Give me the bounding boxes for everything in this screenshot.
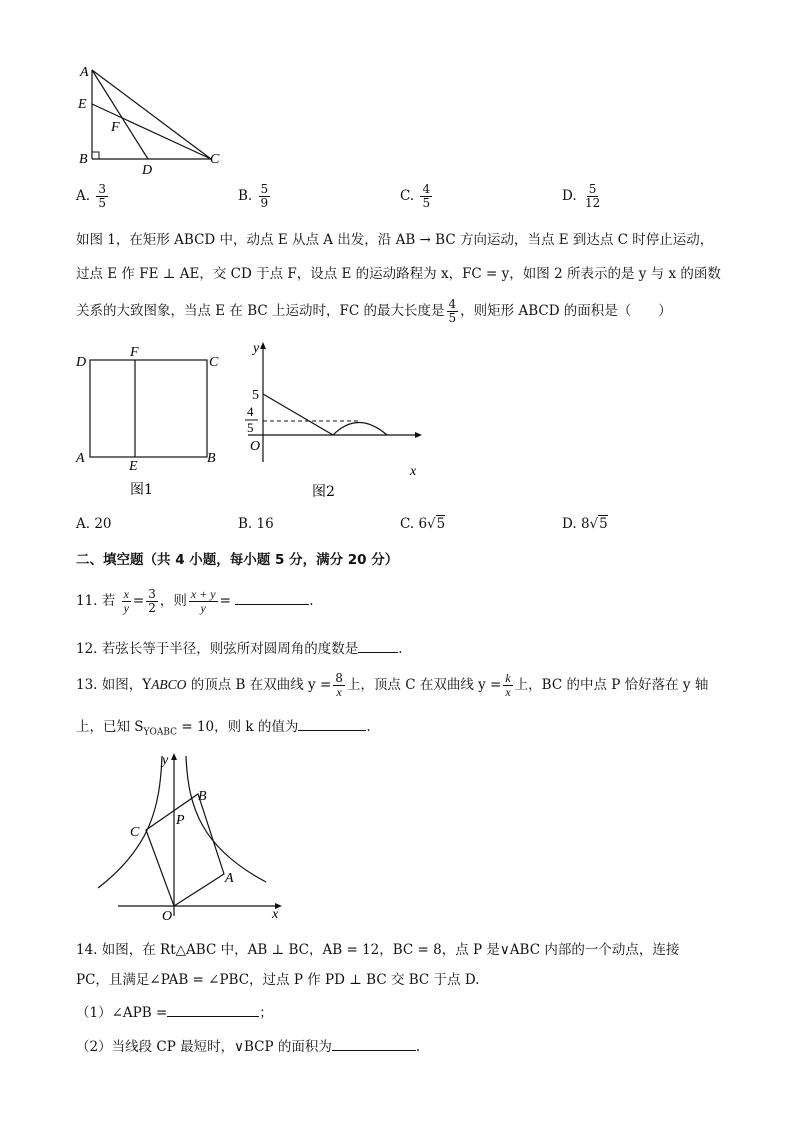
q13-answer-blank[interactable] (298, 716, 366, 731)
fig1-label-c: C (209, 355, 219, 370)
q13-label-a: A (225, 871, 234, 886)
q12: 12. 若弦长等于半径，则弦所对圆周角的度数是 . (76, 638, 403, 659)
q9-label-e: E (78, 97, 87, 112)
q9-label-a: A (80, 65, 89, 80)
q14-line-2: PC，且满足∠PAB = ∠PBC，过点 P 作 PD ⊥ BC 交 BC 于点 D. (76, 972, 480, 988)
q9-label-c: C (210, 152, 220, 167)
q10-line-3: 关系的大致图象，当点 E 在 BC 上运动时，FC 的最大长度是 $\frac{4}{5}$ ，则矩形 ABCD 的面积是（ ） (76, 297, 672, 325)
q13-label-x: x (272, 907, 279, 922)
q13-label-p: P (176, 813, 185, 828)
q9-option-b: B. $\frac{5}{9}$ (238, 182, 269, 210)
fig2-label-x: x (410, 464, 417, 479)
fig2-caption: 图2 (312, 484, 335, 500)
fig2-label-o: O (250, 439, 261, 454)
q13-line-2: 上，已知 $S_{YOABC} = 10$，则 k 的值为 . (76, 716, 371, 743)
q9-option-d: D. $\frac{5}{12}$ (562, 182, 601, 210)
q9-label-b: B (79, 152, 88, 167)
q10-figure-2 (240, 338, 430, 502)
q13-label-c: C (130, 825, 140, 840)
q10-option-d: D. 8√5 (562, 516, 608, 532)
q10-line-1: 如图 1，在矩形 ABCD 中，动点 E 从点 A 出发，沿 AB → BC 方向运动，当点 E 到达点 C 时停止运动， (76, 232, 714, 248)
fig1-caption: 图1 (130, 482, 153, 498)
q13-label-o: O (162, 909, 173, 924)
q10-figure-1 (72, 342, 232, 502)
q14-sub-2: （2）当线段 CP 最短时，∨BCP 的面积为 . (76, 1036, 420, 1057)
q13-figure (90, 748, 290, 924)
q11-answer-blank[interactable] (235, 590, 309, 605)
q9-label-f: F (111, 120, 120, 135)
fig1-label-e: E (129, 459, 138, 474)
fig1-label-b: B (207, 451, 216, 466)
q10-line-2: 过点 E 作 FE ⊥ AE，交 CD 于点 F，设点 E 的运动路程为 x，FC = y，如图 2 所表示的是 y 与 x 的函数 (76, 266, 721, 282)
q10-option-b: B. 16 (238, 516, 274, 532)
q14-sub-1: （1）∠APB = ； (76, 1002, 273, 1023)
q9-figure (72, 62, 232, 180)
q9-label-d: D (142, 163, 153, 178)
fig2-frac-num: 4 (247, 404, 254, 419)
fig2-frac-den: 5 (247, 420, 254, 435)
q13-label-b: B (198, 789, 207, 804)
fig1-label-d: D (76, 355, 87, 370)
q10-option-c: C. 6√5 (400, 516, 446, 532)
q14-line-1: 14. 如图，在 Rt△ABC 中，AB ⊥ BC，AB = 12，BC = 8，点 P 是∨ABC 内部的一个动点，连接 (76, 942, 680, 958)
q9-option-a: A. $\frac{3}{5}$ (76, 182, 106, 210)
q10-option-a: A. 20 (76, 516, 112, 532)
q13-line-1: 13. 如图，YABCO 的顶点 B 在双曲线 y = $\frac{8}{x}$ 上，顶点 C 在双曲线 y = $\frac{k}{x}$ 上，BC 的中点 P 恰好落在 y 轴 (76, 671, 709, 699)
fig1-label-a: A (76, 451, 85, 466)
q12-answer-blank[interactable] (358, 638, 398, 653)
fig2-label-five: 5 (252, 388, 259, 403)
q14-answer-blank-2[interactable] (332, 1036, 416, 1051)
fig1-label-f: F (130, 345, 139, 360)
fig2-label-y: y (253, 341, 260, 356)
q9-option-c: C. $\frac{4}{5}$ (400, 182, 431, 210)
section-2-title: 二、填空题（共 4 小题，每小题 5 分，满分 20 分） (76, 552, 399, 568)
q14-answer-blank-1[interactable] (167, 1002, 259, 1017)
q13-label-y: y (162, 753, 169, 768)
q11: 11. 若 $\frac{x}{y}$ = $\frac{3}{2}$ ，则 $\frac{x + y}{y}$ = . (76, 587, 314, 615)
